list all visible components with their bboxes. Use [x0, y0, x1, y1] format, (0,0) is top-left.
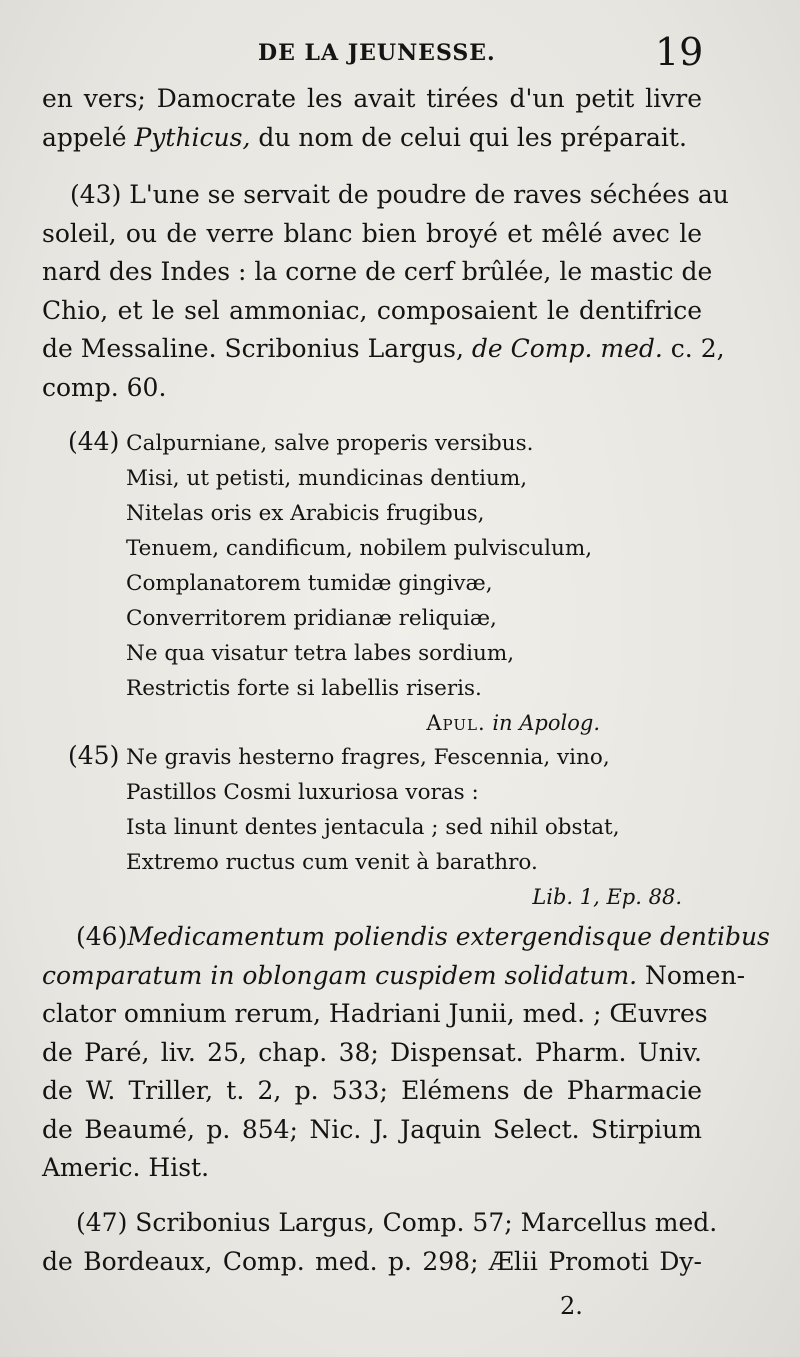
- note-number: (44): [68, 427, 120, 456]
- source-author: Apul.: [426, 711, 486, 735]
- italic-text: Medicamentum poliendis extergendisque dentibus: [127, 922, 770, 951]
- verse-line: Extremo ructus cum venit à barathro.: [126, 850, 538, 875]
- text-line: de Beaumé, p. 854; Nic. J. Jaquin Select. Stirpium: [42, 1114, 702, 1144]
- text-line: de W. Triller, t. 2, p. 533; Elémens de Pharmacie: [42, 1076, 702, 1105]
- text-line: de Bordeaux, Comp. med. p. 298; Ælii Promoti Dy-: [42, 1246, 702, 1276]
- signature-mark: 2.: [560, 1292, 583, 1320]
- italic-title: Pythicus,: [134, 122, 251, 152]
- text-line: Chio, et le sel ammoniac, composaient le dentifrice: [42, 295, 702, 325]
- verse-line: Converritorem pridianæ reliquiæ,: [126, 606, 497, 631]
- verse-text: Calpurniane, salve properis versibus.: [126, 431, 534, 456]
- text-line: de Paré, liv. 25, chap. 38; Dispensat. Pharm. Univ.: [42, 1037, 702, 1067]
- text-line: nard des Indes : la corne de cerf brûlée, le mastic de: [42, 257, 713, 286]
- verse-line: Restrictis forte si labellis riseris.: [126, 676, 482, 701]
- page-number: 19: [655, 30, 704, 74]
- note-44: [68, 424, 668, 741]
- verse-line: [68, 738, 668, 775]
- note-47: [42, 1204, 718, 1281]
- note-number: (45): [68, 741, 120, 770]
- text-span: c. 2,: [662, 334, 725, 363]
- verse-line: Tenuem, candificum, nobilem pulvisculum,: [126, 536, 593, 561]
- source-work: in Apolog.: [492, 711, 600, 735]
- text-line: comp. 60.: [42, 372, 167, 402]
- verse-line: Nitelas oris ex Arabicis frugibus,: [126, 501, 485, 526]
- source-citation: [68, 880, 682, 915]
- text-line: en vers; Damocrate les avait tirées d'un petit livre: [42, 84, 702, 113]
- text-span: de Messaline. Scribonius Largus,: [42, 334, 472, 363]
- text-line: (43) L'une se servait de poudre de raves séchées au: [70, 180, 729, 209]
- note-number: (46): [76, 922, 128, 951]
- text-line: (47) Scribonius Largus, Comp. 57; Marcellus med.: [76, 1208, 718, 1237]
- text-span: Nomen-: [637, 960, 746, 990]
- text-line: [42, 957, 746, 996]
- text-span: du nom de celui qui les préparait.: [250, 122, 687, 152]
- italic-text: comparatum in oblongam cuspidem solidatum.: [42, 960, 638, 990]
- text-line: soleil, ou de verre blanc bien broyé et mêlé avec le: [42, 218, 702, 248]
- source-work: Lib. 1, Ep. 88.: [532, 885, 682, 909]
- verse-line: Ista linunt dentes jentacula ; sed nihil obstat,: [126, 815, 620, 840]
- verse-line: [68, 424, 668, 461]
- verse-line: Complanatorem tumidæ gingivæ,: [126, 571, 493, 596]
- note-46: [42, 918, 770, 1188]
- text-line: [42, 918, 770, 957]
- intro-paragraph: [42, 80, 702, 157]
- verse-text: Ne gravis hesterno fragres, Fescennia, vino,: [126, 745, 610, 770]
- verse-line: Misi, ut petisti, mundicinas dentium,: [126, 466, 528, 491]
- text-span: appelé: [42, 122, 135, 152]
- text-line: [42, 330, 725, 369]
- note-45: [68, 738, 682, 915]
- text-line: Americ. Hist.: [42, 1153, 210, 1182]
- verse-line: Pastillos Cosmi luxuriosa voras :: [126, 780, 479, 805]
- verse-line: Ne qua visatur tetra labes sordium,: [126, 641, 515, 666]
- italic-title: de Comp. med.: [471, 334, 663, 363]
- running-title: DE LA JEUNESSE.: [258, 40, 496, 66]
- note-43: [42, 176, 729, 407]
- text-line: clator omnium rerum, Hadriani Junii, med. ; Œuvres: [42, 999, 708, 1028]
- text-line: [42, 119, 702, 158]
- source-citation: [68, 706, 668, 741]
